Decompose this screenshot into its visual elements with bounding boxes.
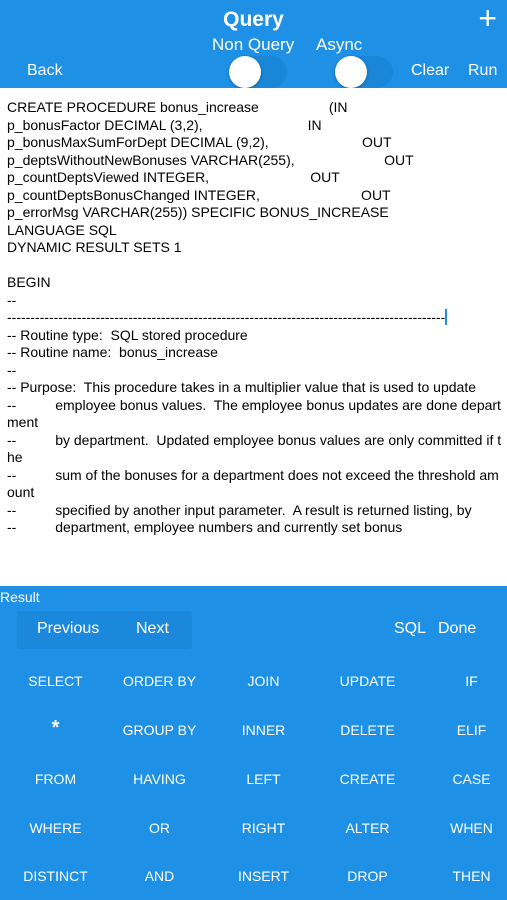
key-left[interactable]: LEFT — [246, 771, 281, 787]
key-elif[interactable]: ELIF — [456, 722, 487, 738]
page-title: Query — [223, 8, 284, 31]
toggle-knob — [335, 56, 367, 88]
query-text-before-caret: CREATE PROCEDURE bonus_increase (IN p_bonusFactor DECIMAL (3,2), IN p_bonusMaxSumForDept DECIMAL (9,2), OUT p_deptsWithoutNewBonuses VARCHAR(255), OUT p_countDeptsViewed INTEGER, OUT p_countDeptsBonusChanged INTEGER, OUT p_errorMsg VARCHAR(255)) SPECIFIC BONUS_INCREASE LANGUAGE SQL DYNAMIC RESULT SETS 1 BEGIN -- ---------------------------------------------------------------------------------------------- — [7, 99, 446, 325]
key-order-by[interactable]: ORDER BY — [122, 673, 197, 689]
sql-button[interactable]: SQL — [394, 620, 427, 637]
previous-button[interactable]: Previous — [37, 620, 100, 637]
query-text[interactable] — [7, 99, 502, 537]
key-from[interactable]: FROM — [34, 771, 77, 787]
clear-button[interactable]: Clear — [411, 62, 450, 79]
key-delete[interactable]: DELETE — [340, 722, 395, 738]
key-group-by[interactable]: GROUP BY — [122, 722, 197, 738]
key-distinct[interactable]: DISTINCT — [23, 868, 88, 884]
result-label: Result — [0, 590, 40, 602]
key-where[interactable]: WHERE — [29, 820, 82, 836]
key-join[interactable]: JOIN — [247, 673, 280, 689]
key-or[interactable]: OR — [149, 820, 170, 836]
plus-icon[interactable]: + — [478, 0, 497, 36]
next-button[interactable]: Next — [136, 620, 169, 637]
non-query-label: Non Query — [212, 35, 295, 54]
key-having[interactable]: HAVING — [133, 771, 186, 787]
key-right[interactable]: RIGHT — [241, 820, 286, 836]
async-toggle[interactable] — [335, 56, 393, 88]
key-then[interactable]: THEN — [452, 868, 491, 884]
key-if[interactable]: IF — [465, 673, 478, 689]
toggle-knob — [229, 56, 261, 88]
key-and[interactable]: AND — [144, 868, 175, 884]
key-alter[interactable]: ALTER — [345, 820, 390, 836]
key-drop[interactable]: DROP — [347, 868, 388, 884]
back-button[interactable]: Back — [27, 62, 63, 79]
navigation-bar — [0, 0, 507, 88]
done-button[interactable]: Done — [438, 620, 477, 637]
query-editor[interactable] — [0, 88, 507, 586]
key-inner[interactable]: INNER — [241, 722, 286, 738]
key-case[interactable]: CASE — [452, 771, 491, 787]
query-text-after-caret: -- Routine type: SQL stored procedure -- Routine name: bonus_increase -- -- Purpose: This procedure takes in a multiplier value that is used to update -- employee bonus values. The employee bonus updates are done department -- by department. Updated employee bonus values are only committed if the -- sum of the bonuses for a department does not exceed the threshold amount -- specified by another input parameter. A result is returned listing, by -- department, employee numbers and currently set bonus — [7, 326, 502, 535]
key-update[interactable]: UPDATE — [339, 673, 396, 689]
key-star[interactable]: * — [51, 717, 60, 739]
async-label: Async — [316, 35, 363, 54]
run-button[interactable]: Run — [468, 62, 498, 79]
non-query-toggle[interactable] — [229, 56, 287, 88]
sql-keyboard — [0, 606, 507, 900]
key-select[interactable]: SELECT — [28, 673, 83, 689]
key-when[interactable]: WHEN — [450, 820, 493, 836]
key-create[interactable]: CREATE — [339, 771, 396, 787]
text-caret — [445, 309, 447, 325]
key-insert[interactable]: INSERT — [237, 868, 290, 884]
